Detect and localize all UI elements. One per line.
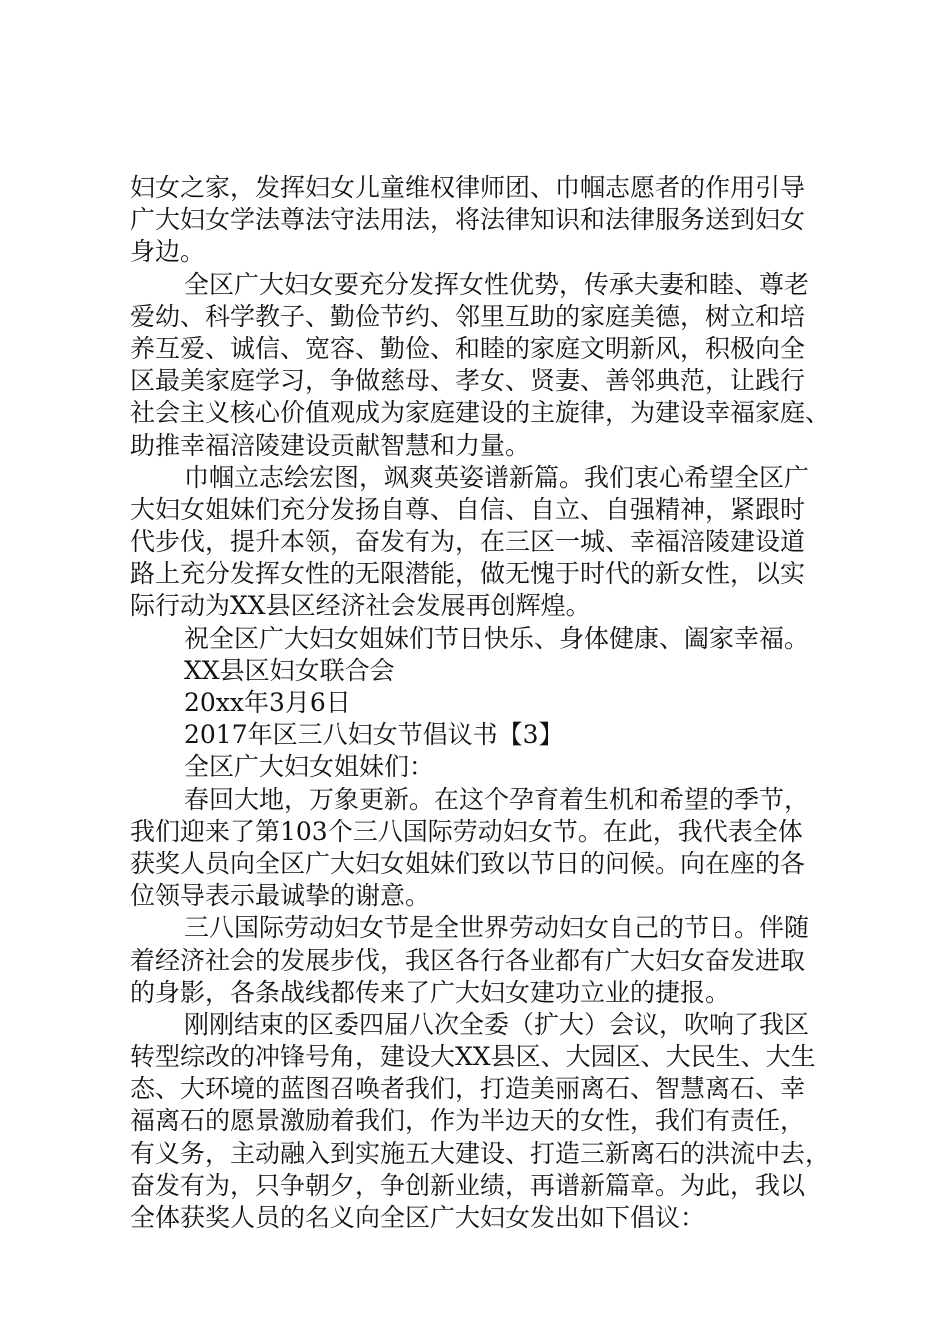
text-line: 爱幼、科学教子、勤俭节约、邻里互助的家庭美德，树立和培: [130, 301, 806, 331]
paragraph-start-line: 刚刚结束的区委四届八次全委（扩大）会议，吹响了我区: [184, 1009, 810, 1039]
text-line: 区最美家庭学习，争做慈母、孝女、贤妻、善邻典范，让践行: [130, 366, 806, 396]
text-line: 的身影，各条战线都传来了广大妇女建功立业的捷报。: [130, 977, 731, 1007]
paragraph-start-line: 全区广大妇女要充分发挥女性优势，传承夫妻和睦、尊老: [184, 269, 810, 299]
text-line: 妇女之家，发挥妇女儿童维权律师团、巾帼志愿者的作用引导: [130, 173, 806, 202]
text-line: 福离石的愿景激励着我们，作为半边天的女性，我们有责任，: [130, 1106, 806, 1136]
section-title: 2017年区三八妇女节倡议书【3】: [184, 720, 564, 750]
text-line: 全体获奖人员的名义向全区广大妇女发出如下倡议：: [130, 1203, 706, 1232]
text-line: 广大妇女学法尊法守法用法，将法律知识和法律服务送到妇女: [130, 205, 806, 235]
text-line: 态、大环境的蓝图召唤者我们，打造美丽离石、智慧离石、幸: [130, 1074, 806, 1104]
signature-date: 20xx年3月6日: [184, 688, 351, 717]
text-line: 养互爱、诚信、宽容、勤俭、和睦的家庭文明新风，积极向全: [130, 333, 806, 363]
salutation: 全区广大妇女姐妹们：: [184, 752, 435, 782]
text-line: 代步伐，提升本领，奋发有为，在三区一城、幸福涪陵建设道: [130, 527, 806, 557]
text-line: 位领导表示最诚挚的谢意。: [130, 881, 431, 911]
paragraph-start-line: 三八国际劳动妇女节是全世界劳动妇女自己的节日。伴随: [184, 913, 810, 943]
text-line: 社会主义核心价值观成为家庭建设的主旋律，为建设幸福家庭、: [130, 398, 831, 428]
text-line: 际行动为XX县区经济社会发展再创辉煌。: [130, 591, 591, 621]
text-line: 大妇女姐妹们充分发扬自尊、自信、自立、自强精神，紧跟时: [130, 494, 806, 524]
text-line: 获奖人员向全区广大妇女姐妹们致以节日的问候。向在座的各: [130, 848, 806, 878]
text-line: 奋发有为，只争朝夕，争创新业绩，再谱新篇章。为此，我以: [130, 1170, 806, 1200]
paragraph-start-line: 春回大地，万象更新。在这个孕育着生机和希望的季节，: [184, 784, 810, 814]
text-line: 转型综改的冲锋号角，建设大XX县区、大园区、大民生、大生: [130, 1042, 816, 1072]
text-line: 助推幸福涪陵建设贡献智慧和力量。: [130, 430, 531, 460]
text-line: 我们迎来了第103个三八国际劳动妇女节。在此，我代表全体: [130, 816, 803, 846]
text-line: 路上充分发挥女性的无限潜能，做无愧于时代的新女性，以实: [130, 559, 806, 589]
document-body: [130, 172, 860, 1234]
greeting-line: 祝全区广大妇女姐妹们节日快乐、身体健康、阖家幸福。: [184, 623, 810, 653]
text-line: 有义务，主动融入到实施五大建设、打造三新离石的洪流中去，: [130, 1138, 831, 1168]
text-line: 身边。: [130, 237, 206, 267]
signature-organization: XX县区妇女联合会: [184, 655, 395, 685]
paragraph-start-line: 巾帼立志绘宏图，飒爽英姿谱新篇。我们衷心希望全区广: [184, 462, 810, 492]
text-line: 着经济社会的发展步伐，我区各行各业都有广大妇女奋发进取: [130, 945, 806, 975]
